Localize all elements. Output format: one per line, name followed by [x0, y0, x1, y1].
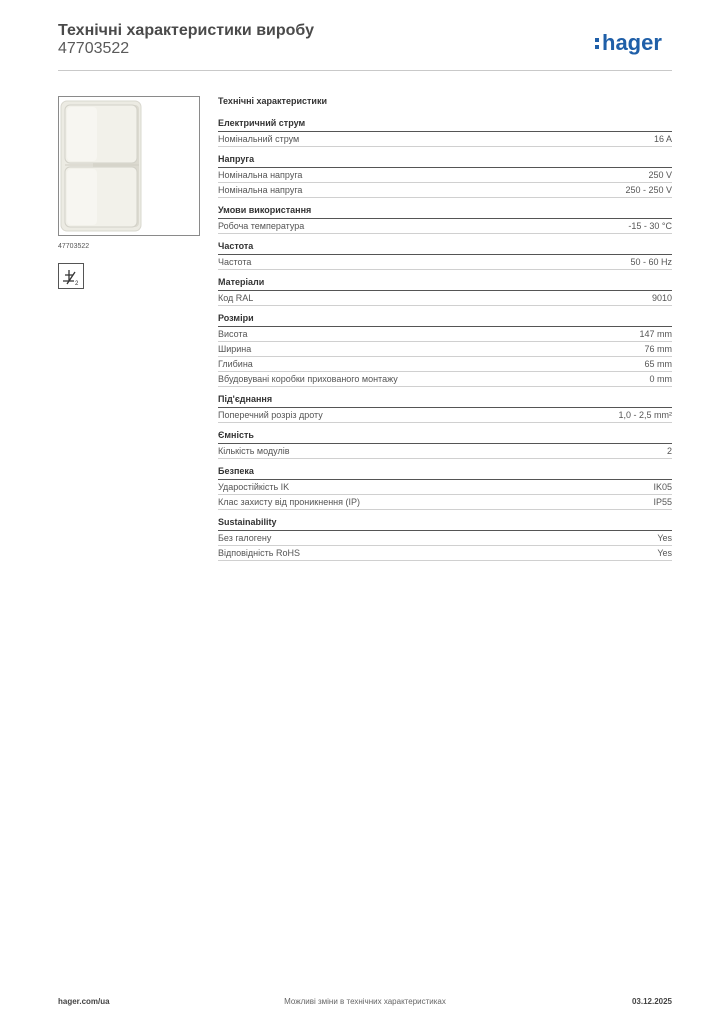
document-title: Технічні характеристики виробу [58, 22, 314, 39]
spec-label: Клас захисту від проникнення (IP) [218, 497, 361, 507]
specs-heading: Технічні характеристики [218, 96, 327, 106]
document-product-code: 47703522 [58, 40, 130, 57]
svg-text:2: 2 [75, 281, 79, 287]
spec-value: Yes [657, 548, 672, 558]
spec-label: Номінальний струм [218, 134, 300, 144]
spec-row [218, 372, 672, 387]
spec-label: Номінальна напруга [218, 170, 303, 180]
spec-row [218, 255, 672, 270]
spec-value: 250 V [648, 170, 672, 180]
spec-value: 76 mm [644, 344, 672, 354]
spec-section-title: Ємність [218, 430, 672, 444]
spec-value: 2 [666, 446, 672, 456]
spec-row [218, 408, 672, 423]
spec-section-title: Sustainability [218, 517, 672, 531]
spec-label: Робоча температура [218, 221, 305, 231]
outdoor-double-socket-image [59, 97, 199, 235]
spec-value: 50 - 60 Hz [630, 257, 672, 267]
spec-label: Ширина [218, 344, 252, 354]
spec-section-title: Електричний струм [218, 118, 672, 132]
spec-label: Частота [218, 257, 252, 267]
spec-row [218, 327, 672, 342]
footer-date: 03.12.2025 [631, 997, 672, 1006]
spec-row [218, 531, 672, 546]
spec-value: 0 mm [649, 374, 672, 384]
spec-section-title: Матеріали [218, 277, 672, 291]
spec-value: 147 mm [639, 329, 672, 339]
spec-label: Висота [218, 329, 248, 339]
spec-label: Номінальна напруга [218, 185, 303, 195]
spec-row [218, 183, 672, 198]
spec-value: -15 - 30 °C [628, 221, 672, 231]
spec-label: Глибина [218, 359, 253, 369]
page-header [58, 22, 672, 71]
svg-text:hager: hager [602, 30, 662, 55]
footer-website-link[interactable]: hager.com/ua [58, 997, 110, 1006]
page-footer [58, 997, 672, 1011]
spec-section-title: Частота [218, 241, 672, 255]
spec-value: 16 A [653, 134, 672, 144]
spec-value: Yes [657, 533, 672, 543]
product-image-caption: 47703522 [58, 243, 90, 250]
spec-row [218, 132, 672, 147]
spec-section-title: Розміри [218, 313, 672, 327]
spec-label: Відповідність RoHS [218, 548, 300, 558]
spec-label: Вбудовувані коробки прихованого монтажу [218, 374, 398, 384]
spec-value: 1,0 - 2,5 mm² [618, 410, 672, 420]
technical-specifications [218, 96, 672, 561]
spec-row [218, 495, 672, 510]
spec-value: IP55 [653, 497, 672, 507]
spec-value: IK05 [653, 482, 672, 492]
spec-label: Без галогену [218, 533, 272, 543]
spec-section-title: Напруга [218, 154, 672, 168]
spec-row [218, 291, 672, 306]
spec-label: Кількість модулів [218, 446, 290, 456]
spec-row [218, 357, 672, 372]
spec-row [218, 219, 672, 234]
spec-row [218, 546, 672, 561]
spec-label: Ударостійкість IK [218, 482, 290, 492]
spec-label: Код RAL [218, 293, 254, 303]
spec-row [218, 480, 672, 495]
product-image [58, 96, 200, 236]
hager-logo [592, 26, 672, 56]
spec-value: 65 mm [644, 359, 672, 369]
footer-note: Можливі зміни в технічних характеристиках [284, 997, 446, 1006]
spec-row [218, 342, 672, 357]
spec-value: 9010 [651, 293, 672, 303]
spec-value: 250 - 250 V [625, 185, 672, 195]
spec-label: Поперечний розріз дроту [218, 410, 323, 420]
spec-section-title: Умови використання [218, 205, 672, 219]
spec-section-title: Під'єднання [218, 394, 672, 408]
spec-section-title: Безпека [218, 466, 672, 480]
spec-row [218, 444, 672, 459]
flush-mounting-symbol-icon [58, 263, 84, 289]
spec-row [218, 168, 672, 183]
